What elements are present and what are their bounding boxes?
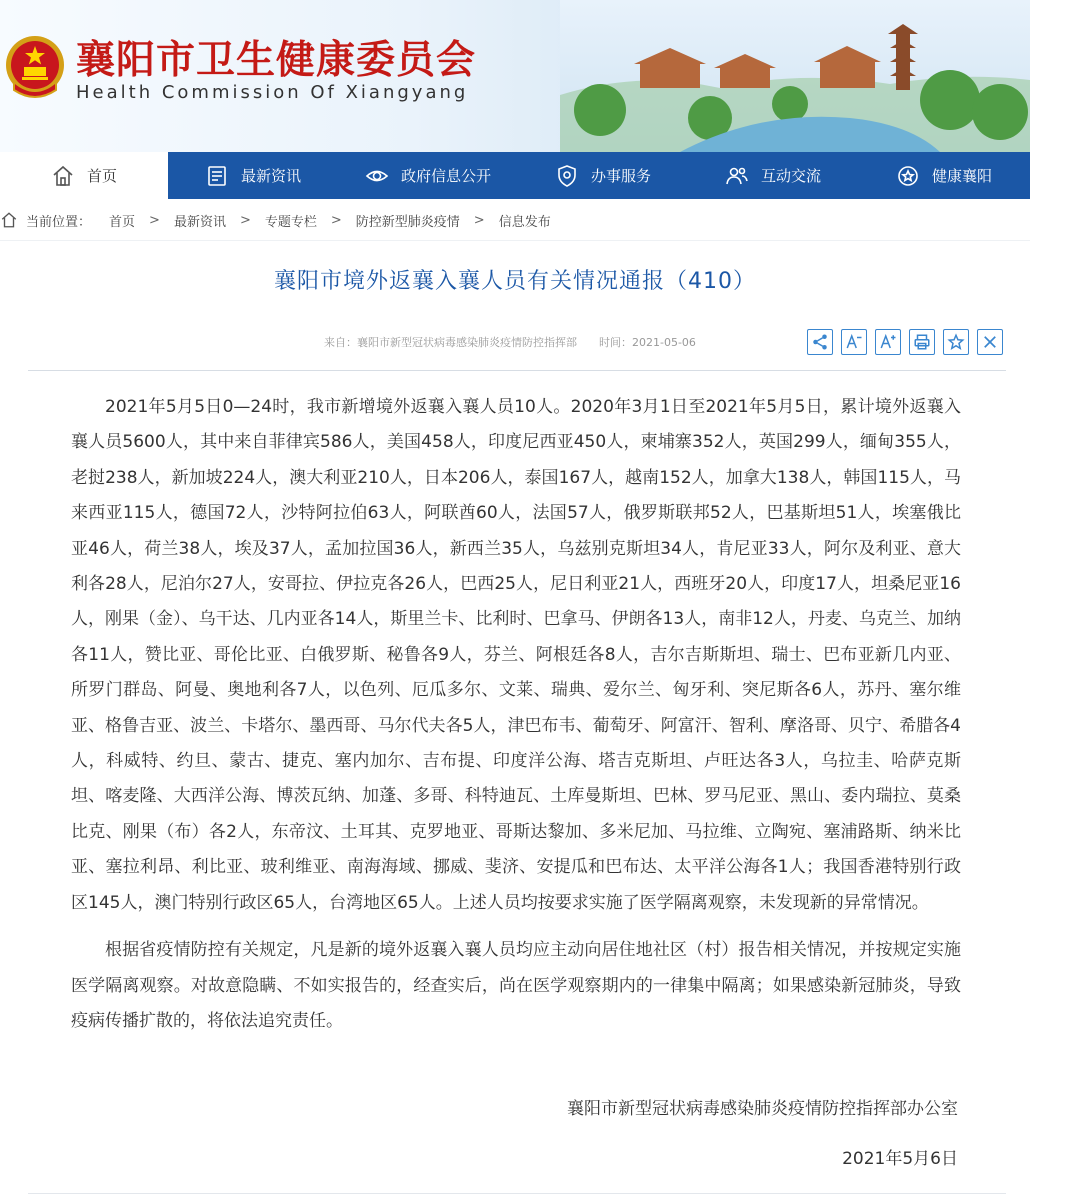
breadcrumb-item-release[interactable]: 信息发布 bbox=[498, 214, 551, 230]
favorite-icon bbox=[947, 333, 965, 351]
nav-item-services[interactable] bbox=[518, 152, 688, 199]
font-increase-button[interactable] bbox=[875, 329, 901, 355]
divider bbox=[28, 1193, 1006, 1194]
font-decrease-icon bbox=[845, 333, 863, 351]
article-toolbar bbox=[807, 329, 1003, 355]
nav-item-news[interactable] bbox=[168, 152, 338, 199]
close-icon bbox=[981, 333, 999, 351]
newspaper-icon bbox=[205, 164, 229, 188]
nav-label: 最新资讯 bbox=[240, 167, 301, 185]
article-time: 时间：2021-05-06 bbox=[599, 336, 696, 349]
breadcrumb-item-home[interactable]: 首页 bbox=[109, 214, 136, 230]
nav-label: 办事服务 bbox=[590, 167, 651, 185]
divider bbox=[0, 240, 1030, 241]
people-icon bbox=[725, 164, 749, 188]
article-signature: 襄阳市新型冠状病毒感染肺炎疫情防控指挥部办公室 bbox=[567, 1099, 958, 1119]
nav-label: 政府信息公开 bbox=[400, 167, 491, 185]
article-paragraph: 根据省疫情防控有关规定，凡是新的境外返襄入襄人员均应主动向居住地社区（村）报告相关情况，并按规定实施医学隔离观察。对故意隐瞒、不如实报告的，经查实后，尚在医学观察期内的一律集中隔离；如果感染新冠肺炎，导致疫病传播扩散的，将依法追究责任。 bbox=[71, 940, 961, 1031]
share-button[interactable] bbox=[807, 329, 833, 355]
breadcrumb-prefix: 当前位置： bbox=[26, 214, 92, 230]
nav-item-healthy-xiangyang[interactable] bbox=[858, 152, 1030, 199]
article-title: 襄阳市境外返襄入襄人员有关情况通报（410） bbox=[274, 269, 756, 294]
breadcrumb-separator: > bbox=[239, 212, 251, 228]
divider bbox=[28, 370, 1006, 371]
article-meta bbox=[324, 334, 696, 350]
nav-item-gov-info[interactable] bbox=[338, 152, 518, 199]
home-icon bbox=[51, 164, 75, 188]
favorite-button[interactable] bbox=[943, 329, 969, 355]
breadcrumb-separator: > bbox=[330, 212, 342, 228]
print-icon bbox=[913, 333, 931, 351]
breadcrumb-item-epidemic[interactable]: 防控新型肺炎疫情 bbox=[355, 214, 460, 230]
nav-label: 首页 bbox=[86, 167, 117, 185]
nav-label: 互动交流 bbox=[760, 167, 821, 185]
medal-icon bbox=[896, 164, 920, 188]
national-emblem-icon bbox=[4, 34, 66, 100]
close-button[interactable] bbox=[977, 329, 1003, 355]
shield-icon bbox=[555, 164, 579, 188]
site-subtitle: Health Commission Of Xiangyang bbox=[76, 82, 469, 103]
city-scenery-image bbox=[560, 0, 1030, 152]
main-nav bbox=[0, 152, 1030, 199]
breadcrumb-item-topics[interactable]: 专题专栏 bbox=[264, 214, 317, 230]
nav-label: 健康襄阳 bbox=[931, 167, 992, 185]
breadcrumb-separator: > bbox=[149, 212, 160, 228]
nav-item-home[interactable] bbox=[0, 152, 168, 199]
site-title: 襄阳市卫生健康委员会 bbox=[76, 37, 477, 83]
article-date: 2021年5月6日 bbox=[842, 1149, 958, 1169]
home-icon bbox=[0, 211, 18, 229]
article-source: 来自：襄阳市新型冠状病毒感染肺炎疫情防控指挥部 bbox=[324, 336, 577, 349]
breadcrumb-item-news[interactable]: 最新资讯 bbox=[173, 214, 226, 230]
header-banner bbox=[0, 0, 1030, 152]
eye-icon bbox=[365, 164, 389, 188]
breadcrumb bbox=[0, 206, 1030, 234]
article-paragraph: 2021年5月5日0—24时，我市新增境外返襄入襄人员10人。2020年3月1日至2021年5月5日，累计境外返襄入襄人员5600人，其中来自菲律宾586人，美国458人，印度尼西亚450人，柬埔寨352人，英国299人，缅甸355人，老挝238人，新加坡224人，澳大利亚210人，日本206人，泰国167人，越南152人，加拿大138人，韩国115人，马来西亚115人，德国72人，沙特阿拉伯63人，阿联酋60人，法国57人，俄罗斯联邦52人，巴基斯坦51人，埃塞俄比亚46人，荷兰38人，埃及37人，孟加拉国36人，新西兰35人，乌兹别克斯坦34人，肯尼亚33人，阿尔及利亚、意大利各28人，尼泊尔27人，安哥拉、伊拉克各26人，巴西25人，尼日利亚21人，西班牙20人，印度17人，坦桑尼亚16人，刚果（金）、乌干达、几内亚各14人，斯里兰卡、比利时、巴拿马、伊朗各13人，南非12人，丹麦、乌克兰、加纳各11人，赞比亚、哥伦比亚、白俄罗斯、秘鲁各9人，芬兰、阿根廷各8人，吉尔吉斯斯坦、瑞士、巴布亚新几内亚、所罗门群岛、阿曼、奥地利各7人，以色列、厄瓜多尔、文莱、瑞典、爱尔兰、匈牙利、突尼斯各6人，苏丹、塞尔维亚、格鲁吉亚、波兰、卡塔尔、墨西哥、马尔代夫各5人，津巴布韦、葡萄牙、阿富汗、智利、摩洛哥、贝宁、希腊各4人，科威特、约旦、蒙古、捷克、塞内加尔、吉布提、印度洋公海、塔吉克斯坦、卢旺达各3人，乌拉圭、哈萨克斯坦、喀麦隆、大西洋公海、博茨瓦纳、加蓬、多哥、科特迪瓦、土库曼斯坦、巴林、罗马尼亚、黑山、委内瑞拉、莫桑比克、刚果（布）各2人，东帝汶、土耳其、克罗地亚、哥斯达黎加、多米尼加、马拉维、立陶宛、塞浦路斯、纳米比亚、塞拉利昂、利比亚、玻利维亚、南海海域、挪威、斐济、安提瓜和巴布达、太平洋公海各1人；我国香港特别行政区145人，澳门特别行政区65人，台湾地区65人。上述人员均按要求实施了医学隔离观察，未发现新的异常情况。 bbox=[71, 397, 961, 913]
share-icon bbox=[811, 333, 829, 351]
nav-item-interaction[interactable] bbox=[688, 152, 858, 199]
breadcrumb-separator: > bbox=[473, 212, 485, 228]
print-button[interactable] bbox=[909, 329, 935, 355]
font-decrease-button[interactable] bbox=[841, 329, 867, 355]
article-body bbox=[71, 390, 961, 1039]
font-increase-icon bbox=[879, 333, 897, 351]
